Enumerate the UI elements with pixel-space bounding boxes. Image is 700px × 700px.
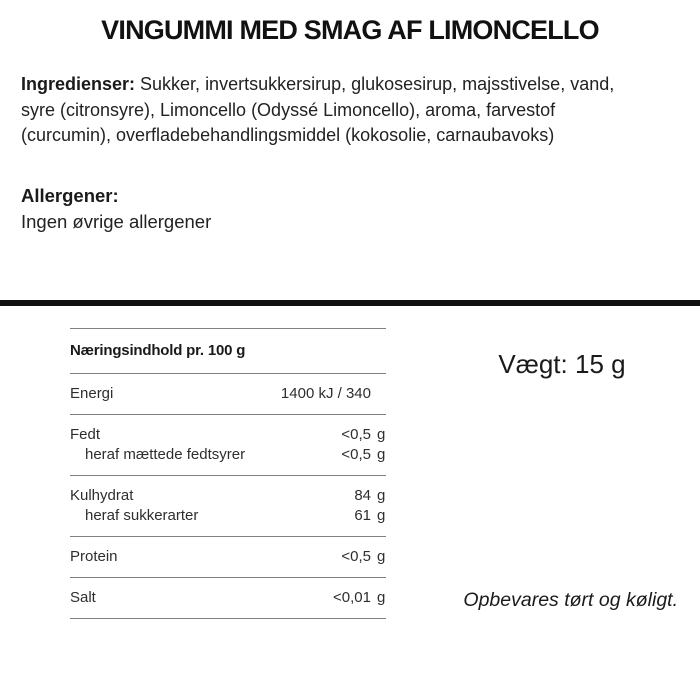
- nutrition-row-sukkerarter: [70, 506, 386, 526]
- nutrition-table: [70, 328, 386, 619]
- nutrition-row-kulhydrat: [70, 486, 386, 506]
- nutrient-unit-fedt: g: [377, 426, 386, 443]
- nutrition-group-energy: [70, 373, 386, 414]
- ingredients-line-2: syre (citronsyre), Limoncello (Odyssé Limoncello), aroma, farvestof: [21, 99, 556, 120]
- nutrition-row-protein: [70, 547, 386, 567]
- nutrient-value-kulhydrat: 84: [354, 487, 371, 504]
- nutrition-table-header: Næringsindhold pr. 100 g: [70, 328, 386, 373]
- nutrient-unit-kulhydrat: g: [377, 487, 386, 504]
- nutrition-group-fat: [70, 414, 386, 475]
- section-divider: [0, 300, 700, 306]
- nutrition-group-protein: [70, 536, 386, 577]
- nutrient-unit-sukkerarter: g: [377, 507, 386, 524]
- nutrition-group-carbohydrate: [70, 475, 386, 536]
- ingredients-text-1: Sukker, invertsukkersirup, glukosesirup, majsstivelse, vand,: [135, 74, 615, 94]
- nutrition-row-fedt: [70, 425, 386, 445]
- ingredients-label: Ingredienser:: [21, 74, 136, 94]
- product-title: VINGUMMI MED SMAG AF LIMONCELLO: [101, 15, 599, 45]
- nutrient-label-maettede-fedtsyrer: heraf mættede fedtsyrer: [85, 446, 246, 463]
- nutrient-label-energi: Energi: [70, 385, 114, 402]
- weight-text: Vægt: 15 g: [498, 349, 626, 379]
- storage-instruction: Opbevares tørt og køligt.: [463, 589, 678, 611]
- allergens-text: Ingen øvrige allergener: [21, 211, 212, 232]
- nutrient-unit-salt: g: [377, 589, 386, 606]
- nutrient-unit-energi: [371, 384, 397, 404]
- nutrition-row-maettede-fedtsyrer: [70, 445, 386, 465]
- ingredients-line-1: [21, 72, 691, 98]
- nutrition-row-energi: [70, 384, 386, 404]
- nutrient-value-fedt: <0,5: [341, 426, 371, 443]
- allergens-heading: Allergener:: [21, 185, 119, 206]
- nutrition-row-salt: [70, 588, 386, 608]
- nutrient-value-sukkerarter: 61: [354, 507, 371, 524]
- ingredients-section: [21, 72, 691, 149]
- ingredients-line-3: (curcumin), overfladebehandlingsmiddel (kokosolie, carnaubavoks): [21, 125, 555, 145]
- allergens-section: [21, 183, 211, 235]
- nutrient-label-salt: Salt: [70, 589, 96, 606]
- nutrient-value-salt: <0,01: [333, 589, 371, 606]
- nutrient-label-fedt: Fedt: [70, 426, 101, 443]
- nutrient-label-kulhydrat: Kulhydrat: [70, 487, 134, 504]
- nutrient-value-maettede-fedtsyrer: <0,5: [341, 446, 371, 463]
- nutrition-group-salt: [70, 577, 386, 618]
- nutrient-label-protein: Protein: [70, 548, 118, 565]
- nutrient-unit-maettede-fedtsyrer: g: [377, 446, 386, 463]
- nutrient-value-protein: <0,5: [341, 548, 371, 565]
- nutrient-label-sukkerarter: heraf sukkerarter: [85, 507, 199, 524]
- nutrient-unit-protein: g: [377, 548, 386, 565]
- nutrient-value-energi: 1400 kJ / 340: [280, 385, 371, 402]
